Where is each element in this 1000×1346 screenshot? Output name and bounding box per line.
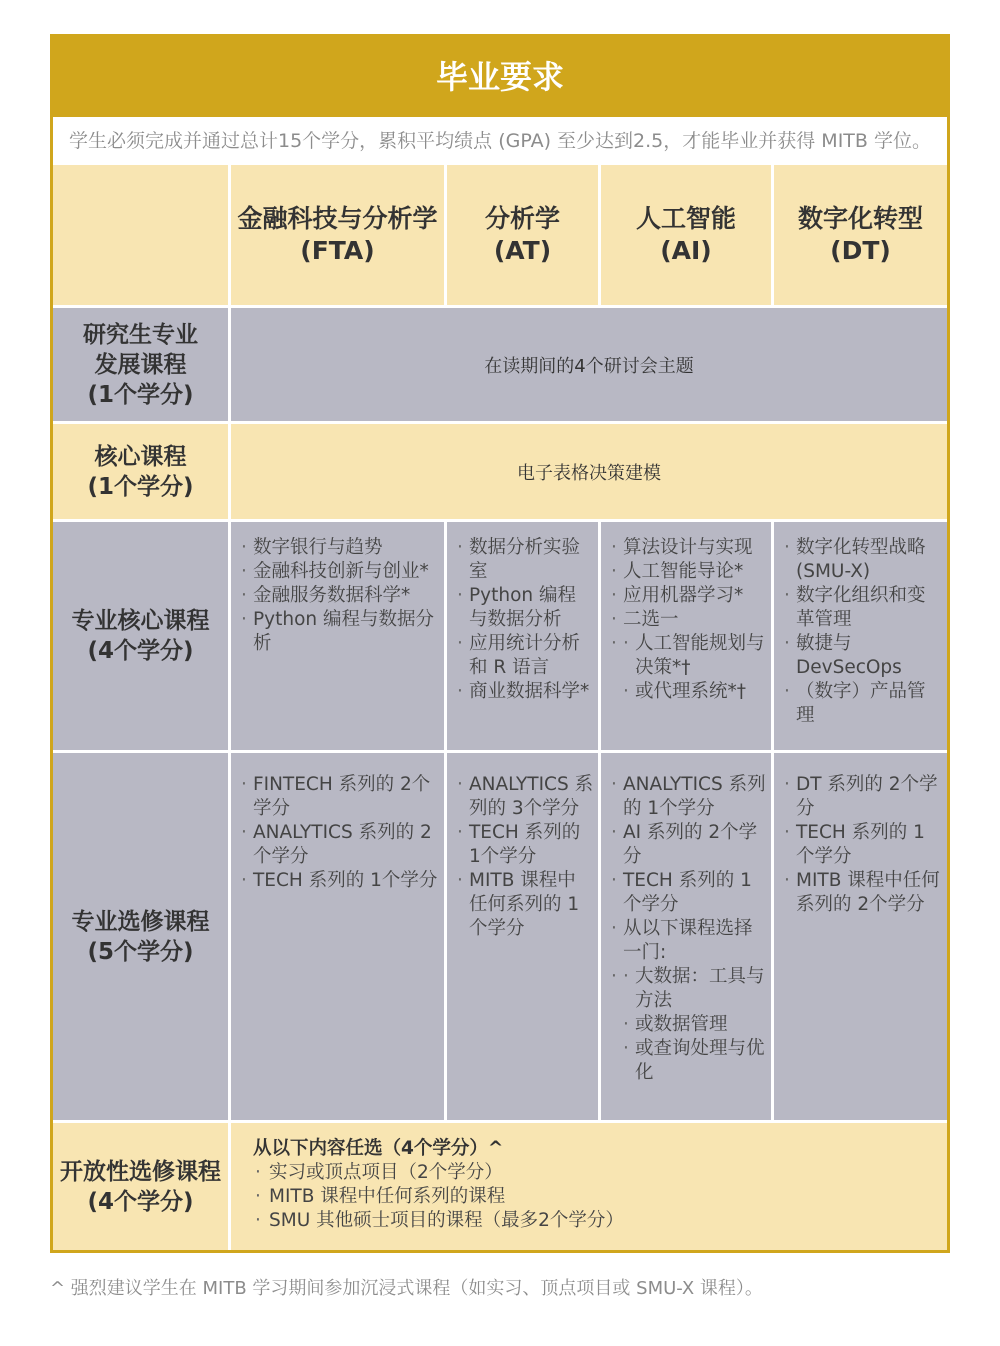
list-item: · ANALYTICS 系列的 2个学分	[241, 821, 440, 869]
list-item: · 应用统计分析和 R 语言	[457, 632, 594, 680]
col-header-code: (DT)	[830, 236, 891, 265]
intro-text: 学生必须完成并通过总计15个学分，累积平均绩点 (GPA) 至少达到2.5，才能毕业并获得 MITB 学位。	[53, 117, 947, 165]
header-corner	[53, 165, 228, 305]
list-item: · 敏捷与 DevSecOps	[784, 632, 943, 680]
open-lead: 从以下内容任选（4个学分）^	[253, 1138, 504, 1159]
table-title: 毕业要求	[53, 37, 947, 117]
sub-list-item: · 或查询处理与优化	[623, 1037, 767, 1085]
list-item: · （数字）产品管理	[784, 680, 943, 728]
spec-core-ai	[601, 522, 771, 750]
col-header-name: 人工智能	[635, 204, 736, 233]
col-header-name: 数字化转型	[797, 204, 923, 233]
list-item: · AI 系列的 2个学分	[611, 821, 767, 869]
list-item: · 数字化转型战略 (SMU-X)	[784, 536, 943, 584]
sub-list-item: · · 人工智能规划与决策*†	[623, 632, 767, 680]
list-item	[611, 632, 767, 704]
graduation-requirements-table	[50, 34, 950, 1253]
list-item: · FINTECH 系列的 2个学分	[241, 773, 440, 821]
list-item: · TECH 系列的 1个学分	[241, 869, 440, 893]
spec-elec-at	[447, 753, 598, 1120]
sub-list-item: · 或数据管理	[623, 1013, 767, 1037]
col-header-code: (AT)	[493, 236, 552, 265]
spec-core-at	[447, 522, 598, 750]
pd-content: 在读期间的4个研讨会主题	[231, 308, 947, 421]
list-item: · 从以下课程选择一门:	[611, 917, 767, 965]
spec-core-dt	[774, 522, 947, 750]
col-header-name: 金融科技与分析学	[237, 204, 438, 233]
list-item: · 人工智能导论*	[611, 560, 767, 584]
spec-elec-fta	[231, 753, 444, 1120]
list-item: · ANALYTICS 系列的 1个学分	[611, 773, 767, 821]
list-item: · MITB 课程中任何系列的 2个学分	[784, 869, 943, 917]
col-header-at	[447, 165, 598, 305]
list-item: · 二选一	[611, 608, 767, 632]
sub-list-item: · · 大数据：工具与方法	[623, 965, 767, 1013]
list-item: · TECH 系列的 1个学分	[611, 869, 767, 917]
spec-elec-ai	[601, 753, 771, 1120]
spec-elec-dt	[774, 753, 947, 1120]
row-label-core: 核心课程 (1个学分)	[53, 424, 228, 519]
footnote: ^ 强烈建议学生在 MITB 学习期间参加沉浸式课程（如实习、顶点项目或 SMU-X 课程）。	[50, 1278, 763, 1299]
list-item: · 数据分析实验室	[457, 536, 594, 584]
list-item: · DT 系列的 2个学分	[784, 773, 943, 821]
row-label-pd: 研究生专业 发展课程 (1个学分)	[53, 308, 228, 421]
col-header-name: 分析学	[484, 204, 560, 233]
col-header-fta	[231, 165, 444, 305]
list-item	[611, 965, 767, 1085]
list-item: · MITB 课程中任何系列的 1个学分	[457, 869, 594, 941]
row-label-open: 开放性选修课程 (4个学分)	[53, 1123, 228, 1250]
col-header-code: (AI)	[660, 236, 712, 265]
col-header-code: (FTA)	[300, 236, 375, 265]
list-item: · Python 编程与数据分析	[457, 584, 594, 632]
col-header-dt	[774, 165, 947, 305]
list-item: · TECH 系列的 1个学分	[457, 821, 594, 869]
spec-core-fta	[231, 522, 444, 750]
list-item: · 算法设计与实现	[611, 536, 767, 560]
open-content	[231, 1123, 947, 1250]
list-item: · 应用机器学习*	[611, 584, 767, 608]
row-label-spec-core: 专业核心课程 (4个学分)	[53, 522, 228, 750]
list-item: · 数字化组织和变革管理	[784, 584, 943, 632]
list-item: · ANALYTICS 系列的 3个学分	[457, 773, 594, 821]
row-label-spec-elec: 专业选修课程 (5个学分)	[53, 753, 228, 1120]
list-item: · 金融科技创新与创业*	[241, 560, 440, 584]
list-item: · TECH 系列的 1个学分	[784, 821, 943, 869]
list-item: · 数字银行与趋势	[241, 536, 440, 560]
col-header-ai	[601, 165, 771, 305]
core-content: 电子表格决策建模	[231, 424, 947, 519]
list-item: · SMU 其他硕士项目的课程（最多2个学分）	[253, 1209, 947, 1233]
list-item: · Python 编程与数据分析	[241, 608, 440, 656]
list-item: · MITB 课程中任何系列的课程	[253, 1185, 947, 1209]
list-item: · 金融服务数据科学*	[241, 584, 440, 608]
sub-list-item: · 或代理系统*†	[623, 680, 767, 704]
list-item: · 商业数据科学*	[457, 680, 594, 704]
list-item: · 实习或顶点项目（2个学分）	[253, 1161, 947, 1185]
